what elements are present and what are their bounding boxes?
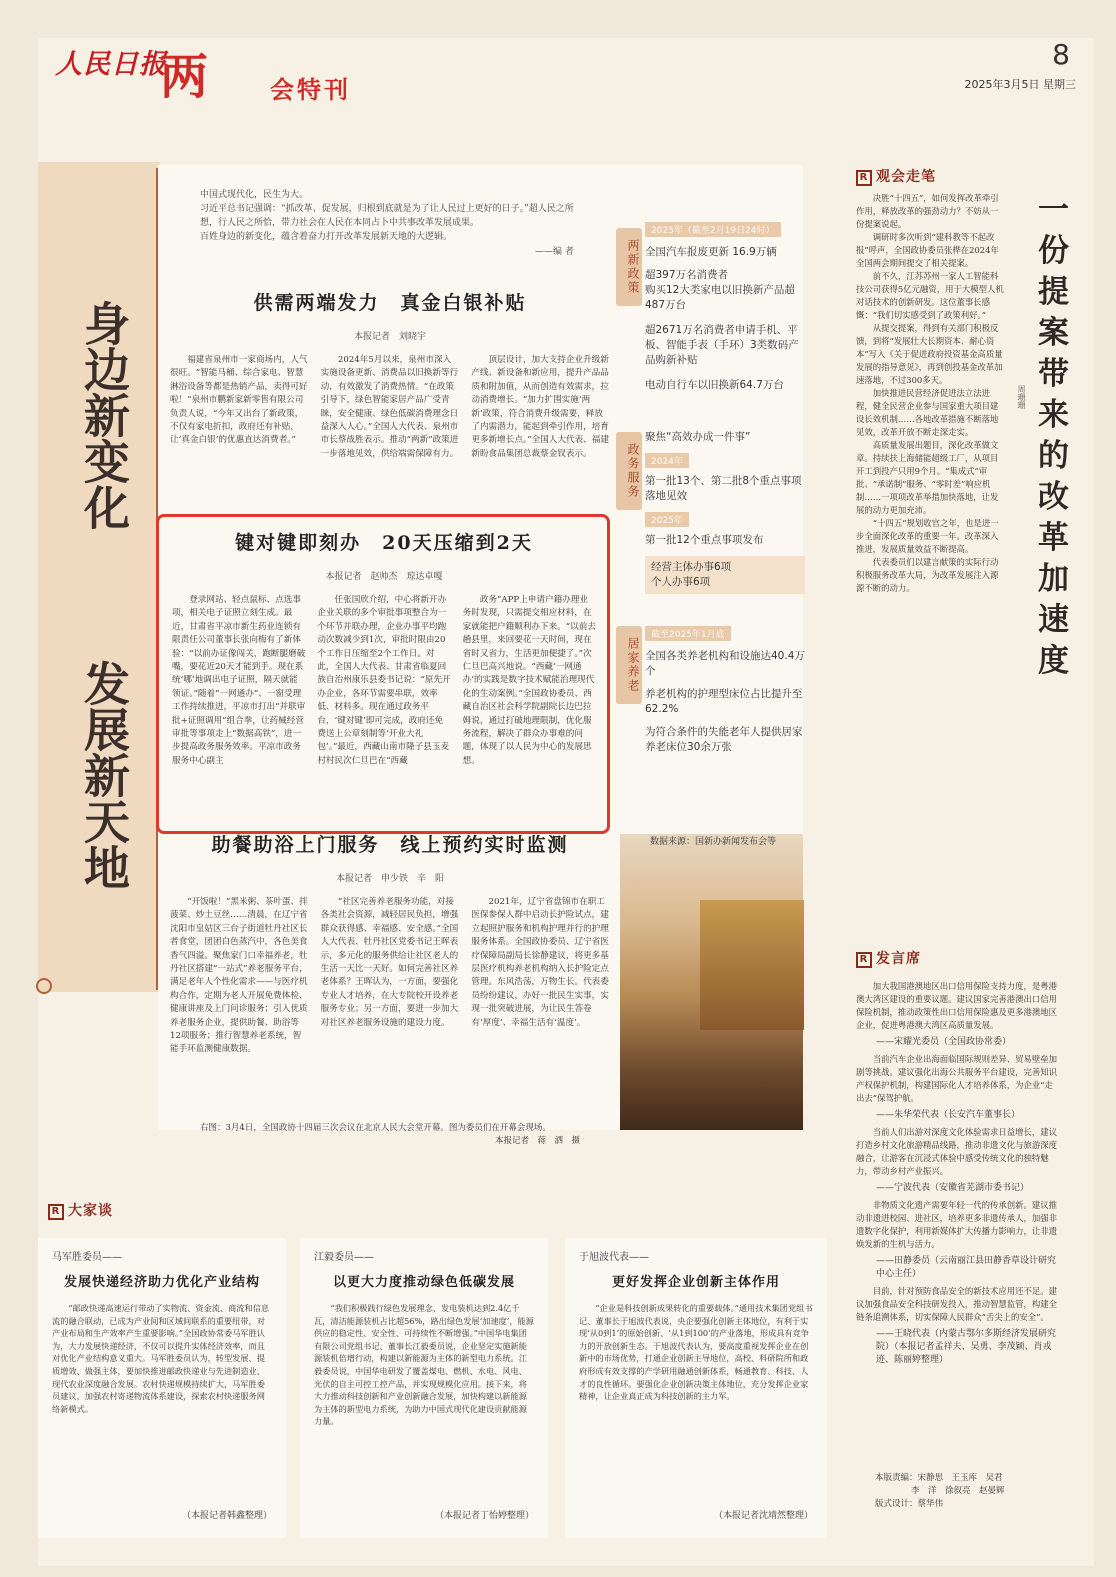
slogan-line-1: 身边新变化 bbox=[77, 300, 131, 530]
article-column: “开饭啦！”黑米粥、茶叶蛋、拌菠菜、炒土豆丝……清晨，在辽宁省沈阳市皇姑区三台子街道牡丹社区长者食堂，团团白色蒸汽中，各色美食香气四溢。聚焦家门口幸福养老，牡丹社区搭建“一站式”养老服务平台，满足老年人个性化需求——与医疗机构合作，定期为老人开展免费体检、健康讲座及上门问诊服务；引入优质养老服务企业，提供助餐、助浴等12项服务；推行智慧养老系统，智能手环监测健康数据。 bbox=[170, 897, 308, 1055]
section-header-speech: R 发言席 bbox=[856, 948, 921, 968]
stats-gov-service bbox=[645, 430, 805, 594]
stat-item: 第一批13个、第二批8个重点事项落地见效 bbox=[645, 475, 802, 502]
article-column: 2024年5月以来，泉州市深入实施设备更新、消费品以旧换新等行动，有效激发了消费热情。“在政策引导下，绿色智能家居产品广受青睐，安全健康、绿色低碳消费理念日益深入人心。”全国人大代表、泉州市市长蔡战胜表示。推动“两新”政策进一步落地见效，供给端需保障有力。 bbox=[320, 355, 459, 459]
card-signature: （本报记者沈靖然整理） bbox=[713, 1511, 813, 1521]
stat-tag: 2025年（截至2月19日24时） bbox=[645, 222, 781, 237]
speech-text: 非物质文化遗产需要年轻一代的传承创新。建议推动非遗进校园、进社区，培养更多非遗传承人，加强非遗数字化保护，利用新媒体扩大传播力影响力，让非遗焕发新的生机与活力。 bbox=[856, 1200, 1058, 1249]
discussion-card bbox=[565, 1238, 827, 1538]
caption-text: 右图：3月4日，全国政协十四届三次会议在北京人民大会堂开幕。图为委员们在开幕会现场。 bbox=[200, 1123, 551, 1133]
label-government-service: 政务服务 bbox=[616, 432, 642, 510]
commentary-headline: 一份提案带来的改革加速度 bbox=[1038, 192, 1069, 679]
speech-text: 加大我国港澳地区出口信用保险支持力度，是粤港澳大湾区建设的重要议题。建议国家完善港澳出口信用保险机制，推动政策性出口信用保险惠及更多港澳地区企业，促进粤港澳大湾区高质量发展。 bbox=[856, 981, 1058, 1030]
article-column: 政务”APP上申请户籍办理业务时发现，只需提交相应材料，在家就能把户籍顺利办下来。“以前去趟县里，来回要花一天时间，现在省时又省力，生活更加便捷了。”次仁旦巴高兴地说。“西藏‘一网通办’的实践是数字技术赋能治理现代化的生动案例。”全国政协委员、西藏自治区社会科学院副院长边巴拉姆说，通过打破地理限制，优化服务流程，解决了群众办事难的问题，体现了以人民为中心的发展思想。 bbox=[462, 595, 596, 766]
issue-date: 2025年3月5日 星期三 bbox=[964, 78, 1076, 91]
stat-tag: 截至2025年1月底 bbox=[645, 626, 731, 641]
paragraph: 从提交提案，得到有关部门积极反馈，到将“发展壮大长期资本、耐心资本”写入《关于促进政府投资基金高质量发展的指导意见》，再到创投基金改革加速落地，不过300多天。 bbox=[856, 323, 1003, 385]
stat-item: 电动自行车以旧换新64.7万台 bbox=[645, 379, 784, 391]
credit-line: 李 洋 徐叙亮 赵晏辉 bbox=[911, 1486, 1005, 1496]
speech-text: 目前，针对预防食品安全的新技术应用还不足。建议加强食品安全科技研发投入，推动智慧监管，构建全链条追溯体系，切实保障人民群众“舌尖上的安全”。 bbox=[856, 1286, 1058, 1322]
card-role: 于旭波代表—— bbox=[579, 1252, 649, 1263]
paragraph: 加快推进民营经济促进法立法进程，健全民营企业参与国家重大项目建设长效机制……各地改革措施不断落地见效，改革开放不断走深走实。 bbox=[856, 388, 999, 437]
stat-item: 个人办事6项 bbox=[651, 576, 711, 588]
photo-caption bbox=[200, 1122, 620, 1148]
newspaper-logo: 人民日报 bbox=[55, 49, 167, 80]
article-column: 顶层设计，加大支持企业升级新产线、新设备和新应用，提升产品品质和附加值，从而创造有效需求，拉动消费增长。“加力扩围实施‘两新’政策，符合消费升级需要，释放了内需潜力，能起到牵引作用，培育更多新增长点。”全国人大代表、福建新盼食品集团总裁蔡金钗表示。 bbox=[471, 355, 609, 459]
speaker: ——宋耀光委员（全国政协常委） bbox=[876, 1037, 1012, 1047]
credit-line: 本版责编：宋静思 王玉库 吴君 bbox=[875, 1473, 1003, 1483]
slogan-line-2: 发展新天地 bbox=[77, 660, 131, 890]
paragraph: “十四五”规划收官之年，也是进一步全面深化改革的重要一年。改革深入推进，发展质量效益不断提高。 bbox=[856, 518, 999, 554]
article-column: 2021年，辽宁省盘锦市在职工医保参保人群中启动长护险试点，建立起照护服务和机构护理并行的护理服务体系。全国政协委员、辽宁省医疗保障局副局长徐静建议，将更多基层医疗机构养老机构纳入长护险定点管理。东风浩荡，万物生长。代表委员纷纷建议，办好一批民生实事，实现一批突破进展，为让民生答卷有‘厚度’、幸福生活有‘温度’。 bbox=[471, 897, 609, 1028]
discussion-card bbox=[38, 1238, 286, 1538]
article-byline: 本报记者 刘晓宇 bbox=[353, 332, 426, 342]
stat-tag: 2024年 bbox=[645, 453, 689, 468]
speaker: ——朱华荣代表（长安汽车董事长） bbox=[876, 1110, 1021, 1120]
card-title: 更好发挥企业创新主体作用 bbox=[611, 1275, 780, 1290]
paragraph: 代表委员们以建言献策的实际行动积极服务改革大局，为改革发展注入源源不断的动力。 bbox=[856, 557, 999, 593]
article-headline: 助餐助浴上门服务 线上预约实时监测 bbox=[211, 834, 569, 856]
intro-line: 中国式现代化，民生为大。 bbox=[200, 190, 309, 200]
special-edition-subtitle: 会特刊 bbox=[270, 76, 351, 104]
article-column: “社区完善养老服务功能，对接各类社会资源，减轻居民负担，增强群众获得感、幸福感、安全感。”全国人大代表、牡丹社区党委书记王晖表示，多元化的服务供给让社区老人的生活一天比一天好。如何完善社区养老体系？王晖认为，一方面，要强化专业人才培养，在大专院校开设养老服务专业；另一方面，要进一步加大对社区养老服务设施的建设力度。 bbox=[320, 897, 459, 1028]
card-text: “邮政快递高速运行带动了实物流、资金流、商流和信息流的融合联动，已成为产业间和区域间联系的重要纽带，对产业布局和生产效率产生重要影响。”全国政协常委马军胜认为，大力发展快递经济，不仅可以提升实体经济效率，而且对优化产业结构意义重大。马军胜委员认为，转型发展、提质增效、做强主体，要加快推进邮政快递业与先进制造业、现代农业深度融合发展。农村快递规模持续扩大，马军胜委员建议，加强农村寄递物流体系建设，探索农村快递服务网络新模式。 bbox=[52, 1303, 270, 1414]
stat-item: 经营主体办事6项 bbox=[651, 561, 732, 573]
credit-line: 版式设计：蔡华伟 bbox=[875, 1499, 944, 1509]
photo-stage-area bbox=[700, 900, 804, 1030]
speaker: ——田静委员（云南丽江县田静香草设计研究中心主任） bbox=[876, 1256, 1057, 1279]
commentary-body bbox=[856, 192, 1006, 892]
stat-item: 购买12大类家电以旧换新产品超487万台 bbox=[645, 284, 795, 311]
special-edition-title: 两 bbox=[160, 49, 211, 105]
editor-intro bbox=[200, 188, 590, 244]
speeches-list bbox=[856, 980, 1061, 1460]
card-title: 发展快递经济助力优化产业结构 bbox=[63, 1275, 260, 1290]
stat-item: 超397万名消费者 bbox=[645, 269, 729, 281]
data-source: 数据来源：国新办新闻发布会等 bbox=[650, 837, 777, 847]
article-elderly-care bbox=[170, 830, 610, 1124]
stat-item: 为符合条件的失能老年人提供居家养老床位30余万张 bbox=[645, 726, 803, 753]
card-signature: （本报记者丁怡婷整理） bbox=[434, 1511, 534, 1521]
article-headline: 供需两端发力 真金白银补贴 bbox=[253, 292, 527, 314]
stat-intro: 聚焦“高效办成一件事” bbox=[645, 431, 751, 443]
stat-item: 养老机构的护理型床位占比提升至62.2% bbox=[645, 688, 803, 715]
article-gov-service bbox=[172, 528, 596, 808]
article-headline: 键对键即刻办 20天压缩到2天 bbox=[235, 532, 533, 554]
section-header-discussion: R 大家谈 bbox=[48, 1200, 113, 1220]
discussion-card bbox=[300, 1238, 548, 1538]
card-role: 江毅委员—— bbox=[314, 1252, 374, 1263]
paragraph: 高质量发展出题目，深化改革做文章。持续扶上海储能超级工厂，从项目开工到投产只用9个月。“集成式”审批、“承诺制”服务、“零时差”响应机制……一项项改革举措加快落地，让发展的动力更加充沛。 bbox=[856, 440, 999, 515]
label-home-elderly-care: 居家养老 bbox=[616, 626, 642, 704]
commentary-author: 周珊珊 bbox=[1017, 385, 1026, 409]
stats-two-new bbox=[645, 218, 805, 393]
card-title: 以更大力度推动绿色低碳发展 bbox=[332, 1275, 515, 1290]
article-byline: 本报记者 申少铁 辛 阳 bbox=[335, 874, 444, 884]
speaker: ——宁波代表（安徽省芜湖市委书记） bbox=[876, 1183, 1030, 1193]
stat-item: 全国汽车报废更新 16.9万辆 bbox=[645, 246, 777, 258]
stats-elderly bbox=[645, 622, 805, 755]
intro-signature: ——编 者 bbox=[535, 247, 574, 257]
article-column: 福建省泉州市一家商场内，人气很旺。“智能马桶、综合家电、智慧淋浴设备等都是热销产品，卖得可好啦！”泉州市鹏新家新零售有限公司负责人说，“今年又出台了新政策，不仅有家电折扣，政府还有补贴，让‘真金白银’的优惠直达消费者。” bbox=[170, 355, 308, 446]
stat-tag: 2025年 bbox=[645, 512, 689, 527]
label-two-new-policy: 两新政策 bbox=[616, 228, 642, 306]
stat-item: 全国各类养老机构和设施达40.4万个 bbox=[645, 650, 805, 677]
paragraph: 前不久，江苏苏州一家人工智能科技公司获得5亿元融资，用于大模型人机对话技术的创新研发。这位董事长感慨：“我们切实感受到了政策利好。” bbox=[856, 271, 1004, 320]
stat-item: 超2671万名消费者申请手机、平板、智能手表（手环）3类数码产品购新补贴 bbox=[645, 324, 799, 366]
page-credits bbox=[875, 1472, 1055, 1511]
article-column: 任张国欣介绍，中心将新开办企业关联的多个审批事项整合为一个环节并联办理，企业办事平均跑动次数减少到1次，审批时限由20个工作日压缩至2个工作日。对此，全国人大代表、甘肃省临夏回族自治州康乐县委书记说：“原先开办企业，各环节需要串联，效率低、材料多。现在通过政务平台，‘键对键’即可完成，政府还免费送上公章刻制等‘开业大礼包’。”最近，西藏山南市隆子县玉麦村村民次仁旦巴在“西藏 bbox=[317, 595, 451, 766]
paragraph: 决胜“十四五”，如何发挥改革牵引作用，释放改革的强劲动力？不妨从一份提案说起。 bbox=[856, 193, 999, 229]
caption-credit: 本报记者 蒋 洒 摄 bbox=[494, 1136, 580, 1146]
speech-footnote: ——王晓代表（内蒙古鄂尔多斯经济发展研究院）（本报记者孟祥夫、吴勇、李茂颖、肖戎迹、陈丽婷整理） bbox=[876, 1329, 1057, 1365]
card-signature: （本报记者韩鑫整理） bbox=[181, 1511, 272, 1521]
intro-line: 百姓身边的新变化，蕴含着奋力打开改革发展新天地的大逻辑。 bbox=[200, 232, 453, 242]
speech-text: 当前汽车企业出海面临国际规则差异、贸易壁垒加剧等挑战。建议强化出海公共服务平台建设，完善知识产权保护机制，构建国际化人才培养体系，为企业“走出去”保驾护航。 bbox=[856, 1054, 1058, 1103]
circle-ornament bbox=[36, 978, 52, 994]
paragraph: 调研时多次听到“建科教等不起改报”呼声，全国政协委员张桦在2024年全国两会期间提交了相关提案。 bbox=[856, 232, 999, 268]
article-byline: 本报记者 赵帅杰 琼达卓嘎 bbox=[325, 572, 443, 582]
intro-line: 习近平总书记强调：“抓改革、促发展，归根到底就是为了让人民过上更好的日子。”超人民之所想，行人民之所恰，带力社会在人民在本同占卜中共事改革发展成果。 bbox=[200, 204, 574, 228]
article-column: 登录网站、轻点鼠标、点选事项，相关电子证照立刻生成。最近，甘肃省平凉市新生药业连锁有限责任公司董事长张向梅有了新体验：“以前办证像闯关，跑断腿磨破嘴，要花近20天才能到手。现在系统‘哪’地调出电子证照，隔天就能领证。”随着“一网通办”、一窗受理工作持续推进，平凉市打出“并联审批+证照调用”组合拳，让药械经营审批等事项走上“数据高铁”，进一步提高政务服务效率。平凉市政务服务中心副主 bbox=[172, 595, 306, 766]
section-header-observation: R 观会走笔 bbox=[856, 166, 936, 186]
card-role: 马军胜委员—— bbox=[52, 1252, 122, 1263]
page-number: 8 bbox=[1052, 38, 1070, 71]
stat-item: 第一批12个重点事项发布 bbox=[645, 534, 764, 546]
card-text: “企业是科技创新成果转化的重要载体。”通用技术集团党组书记、董事长于旭波代表说，央企要强化创新主体地位，有利于实现‘从0到1’的原始创新、‘从1到100’的产业落地，形成具有竞争力的开放创新生态。于旭波代表认为，要高度重视发挥企业在创新中的市场优势，打通企业创新主导地位，高校、科研院所和政府形成有效支撑的产学研用融通创新体系，畅通教育、科技、人才的良性循环。要强化企业创新决策主体地位，充分发挥企业家精神，让企业真正成为科技创新的主力军。 bbox=[579, 1303, 813, 1402]
article-consumption bbox=[170, 288, 610, 494]
speech-text: 当前人们出游对深度文化体验需求日益增长，建议打造乡村文化旅游精品线路，推动非遗文化与旅游深度融合，让游客在沉浸式体验中感受传统文化的独特魅力，带动乡村产业振兴。 bbox=[856, 1127, 1058, 1176]
card-text: “我们积极践行绿色发展理念，发电装机达到2.4亿千瓦，清洁能源装机占比超56%，路出绿色发展‘加速度’，能源供应的稳定性、安全性、可持续性不断增强。”中国华电集团有限公司党组书记、董事长江毅委员说，企业坚定实施新能源装机倍增行动，构建以新能源为主体的新型电力系统。江毅委员说，中国华电研发了覆盖煤电、燃机、水电、风电、光伏的自主可控工控产品，并实现规模化应用。接下来，将大力推动科技创新和产业创新融合发展，加快构建以新能源为主体的新型电力系统，为助力中国式现代化建设贡献能源力量。 bbox=[314, 1303, 534, 1427]
